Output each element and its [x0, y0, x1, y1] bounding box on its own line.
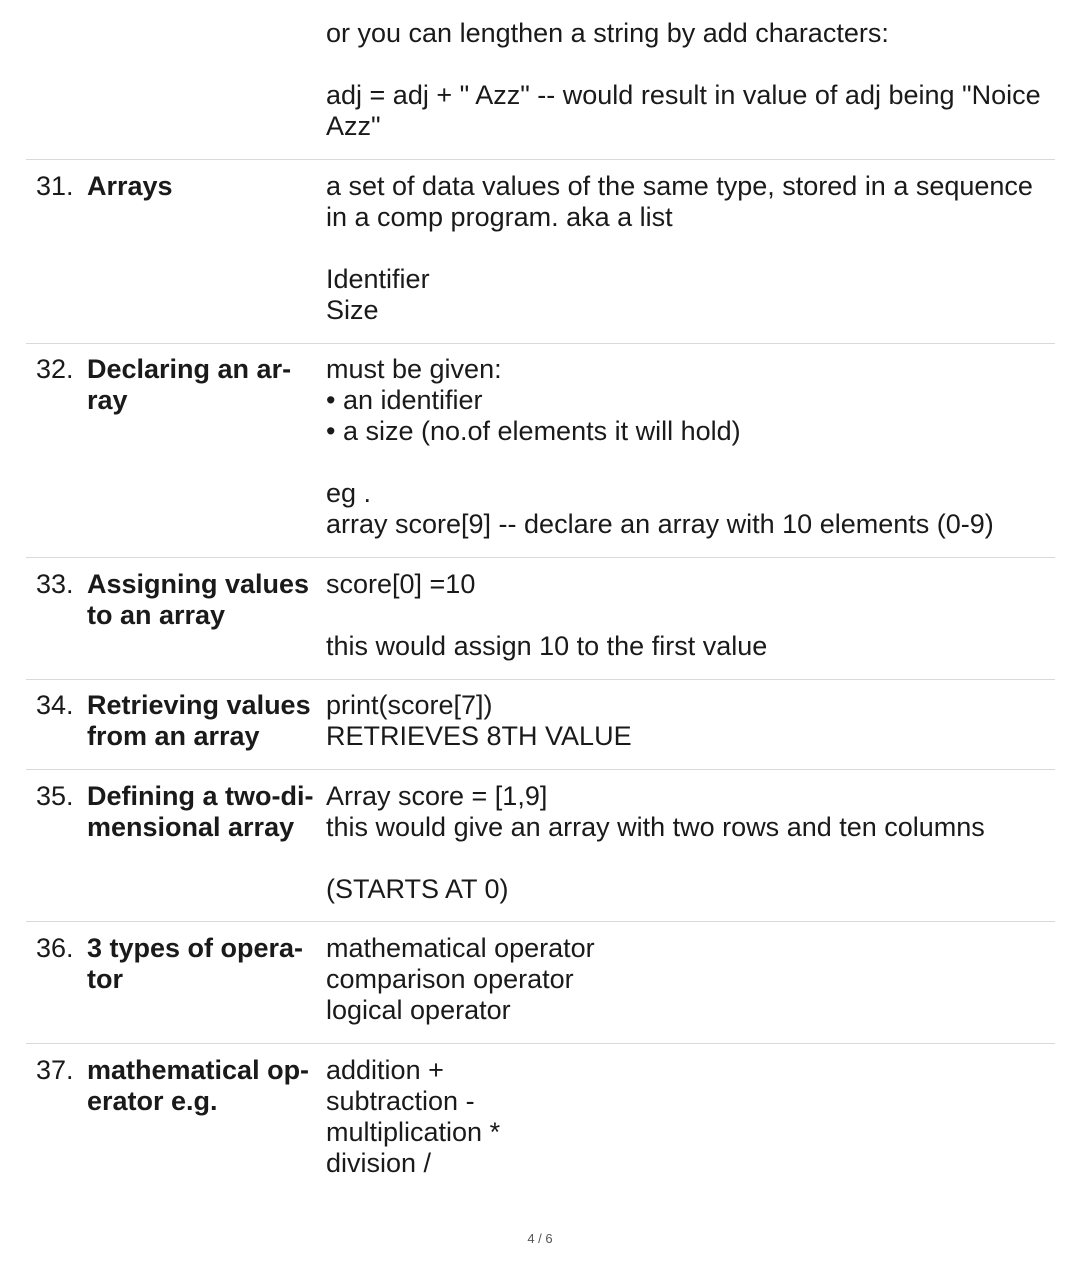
- term-line: erator e.g.: [87, 1086, 218, 1116]
- definition-line: mathematical operator: [326, 933, 595, 963]
- term-line: Assigning values: [87, 569, 310, 599]
- item-number: 36.: [36, 933, 74, 963]
- item-definition: [326, 354, 1051, 540]
- term-line: 3 types of opera-: [87, 933, 304, 963]
- item-term: [87, 1055, 327, 1117]
- item-term: [87, 933, 327, 995]
- term-line: tor: [87, 964, 123, 994]
- term-line: from an array: [87, 721, 260, 751]
- item-number: 32.: [36, 354, 74, 384]
- item-number: 31.: [36, 171, 74, 201]
- item-term: [87, 569, 327, 631]
- definition-line: score[0] =10: [326, 569, 476, 599]
- item-definition: [326, 569, 1051, 662]
- definition-line: print(score[7]): [326, 690, 493, 720]
- definition-line: (STARTS AT 0): [326, 874, 509, 904]
- item-definition: [326, 781, 1051, 905]
- item-definition: [326, 933, 1051, 1026]
- term-line: to an array: [87, 600, 226, 630]
- intro-line: adj = adj + " Azz" -- would result in value of adj being "Noice: [326, 80, 1041, 110]
- intro-line: Azz": [326, 111, 381, 141]
- definition-line: RETRIEVES 8TH VALUE: [326, 721, 632, 751]
- term-line: mensional array: [87, 812, 295, 842]
- definition-line: in a comp program. aka a list: [326, 202, 673, 232]
- definition-line: a set of data values of the same type, stored in a sequence: [326, 171, 1033, 201]
- definition-line: Identifier: [326, 264, 430, 294]
- item-number: 35.: [36, 781, 74, 811]
- term-line: mathematical op-: [87, 1055, 310, 1085]
- row-divider: [26, 557, 1055, 558]
- definition-line: logical operator: [326, 995, 511, 1025]
- definition-line: Array score = [1,9]: [326, 781, 548, 811]
- definition-line: array score[9] -- declare an array with 10 elements (0-9): [326, 509, 994, 539]
- intro-definition: [326, 18, 1051, 142]
- definition-line: multiplication *: [326, 1117, 501, 1147]
- item-definition: [326, 1055, 1051, 1179]
- definition-line: comparison operator: [326, 964, 574, 994]
- row-divider: [26, 679, 1055, 680]
- page-number: 4 / 6: [527, 1231, 553, 1246]
- definition-line: • a size (no.of elements it will hold): [326, 416, 741, 446]
- definition-line: must be given:: [326, 354, 502, 384]
- definition-line: division /: [326, 1148, 432, 1178]
- row-divider: [26, 921, 1055, 922]
- item-definition: [326, 171, 1051, 326]
- row-divider: [26, 1043, 1055, 1044]
- definition-line: subtraction -: [326, 1086, 475, 1116]
- term-line: Retrieving values: [87, 690, 311, 720]
- definition-line: this would give an array with two rows and ten columns: [326, 812, 985, 842]
- row-divider: [26, 159, 1055, 160]
- item-number: 37.: [36, 1055, 74, 1085]
- definition-line: eg .: [326, 478, 372, 508]
- row-divider: [26, 343, 1055, 344]
- item-term: [87, 781, 327, 843]
- term-line: Defining a two-di-: [87, 781, 314, 811]
- item-term: [87, 354, 327, 416]
- definition-line: addition +: [326, 1055, 444, 1085]
- item-term: [87, 690, 327, 752]
- definition-line: • an identifier: [326, 385, 483, 415]
- item-definition: [326, 690, 1051, 752]
- definition-line: this would assign 10 to the first value: [326, 631, 768, 661]
- intro-line: or you can lengthen a string by add characters:: [326, 18, 889, 48]
- item-term: [87, 171, 327, 202]
- term-line: ray: [87, 385, 128, 415]
- row-divider: [26, 769, 1055, 770]
- definition-line: Size: [326, 295, 379, 325]
- item-number: 33.: [36, 569, 74, 599]
- term-line: Declaring an ar-: [87, 354, 292, 384]
- term-line: Arrays: [87, 171, 173, 201]
- item-number: 34.: [36, 690, 74, 720]
